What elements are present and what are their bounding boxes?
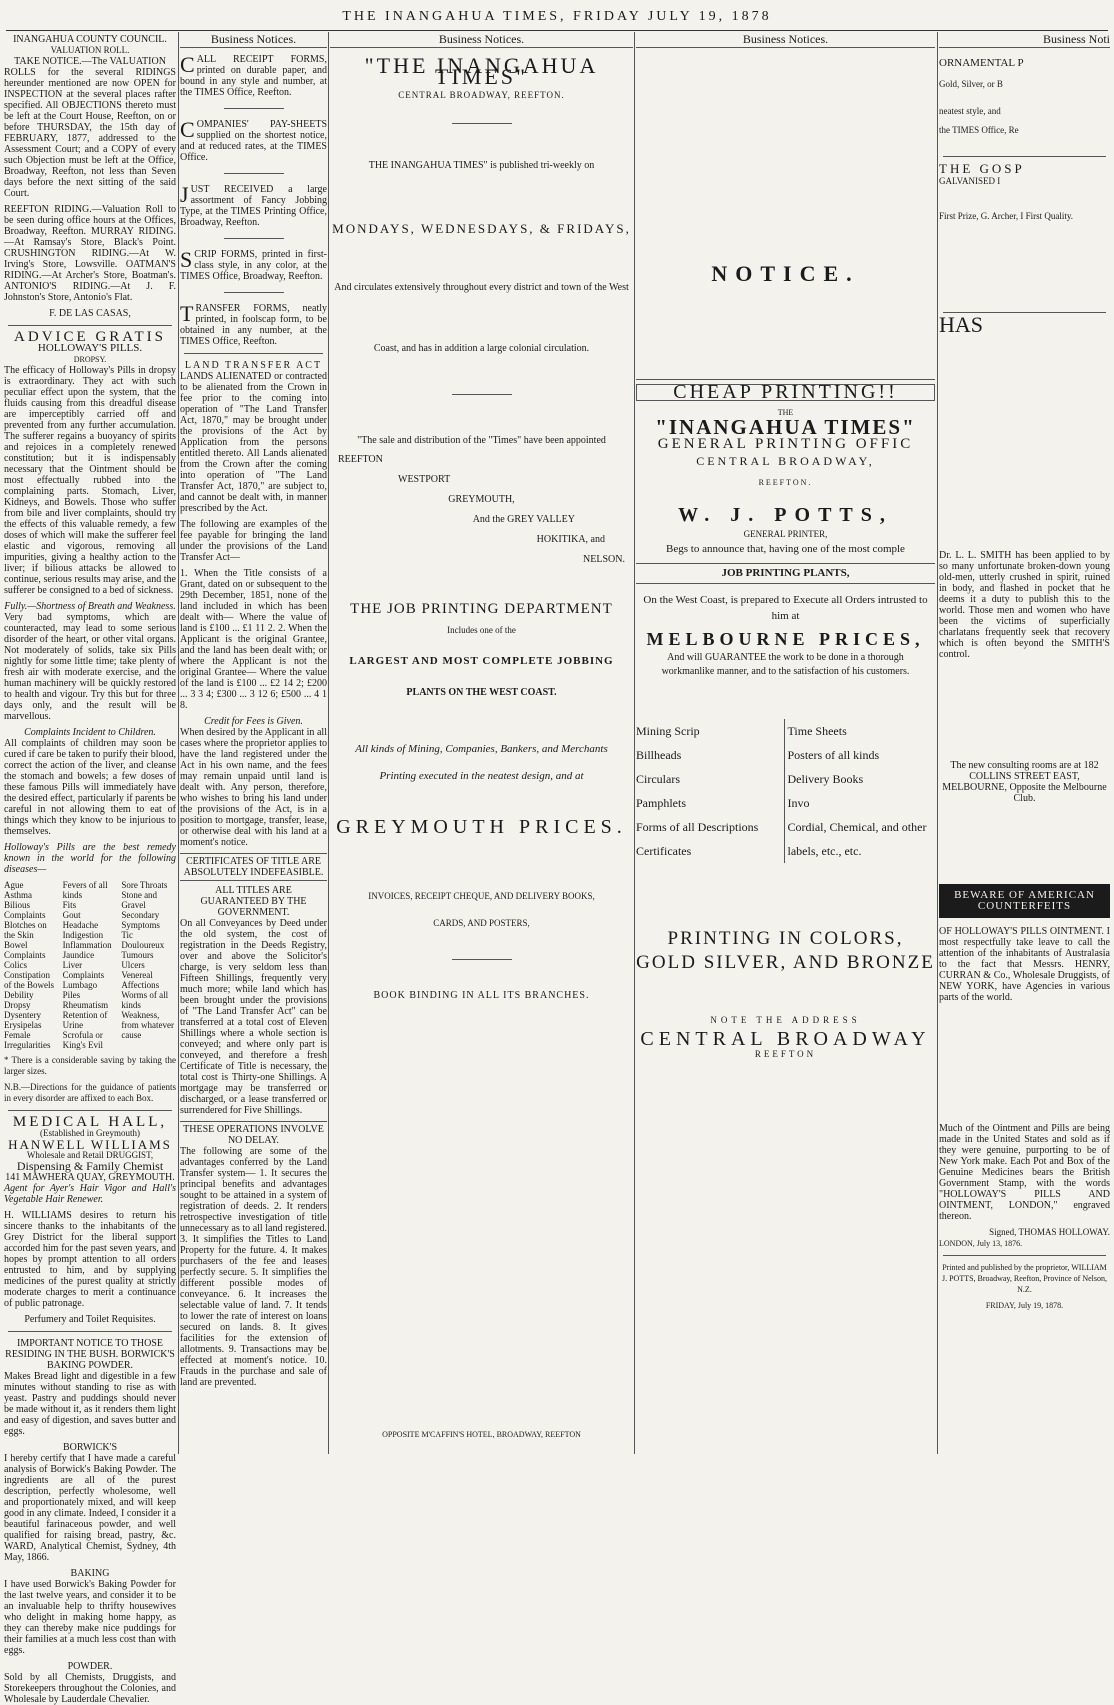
disease-item: Sore Throats [121,880,168,890]
established-note: (Established in Greymouth) [40,1128,140,1138]
agent-town: GREYMOUTH, [448,494,515,505]
all-kinds-line: All kinds of Mining, Companies, Bankers, and Merchants [355,743,608,755]
ridings-list: REEFTON RIDING.—Valuation Roll to be seen during office hours at the Offices, Broadway, Reefton. MURRAY RIDING.—At Ramsay's Store, Black's Point. CRUSHINGTON RIDING.—At W. Irving's Store, Lowsville. OATMAN'S RIDING.—At Archer's Store, Boatman's. ANTONIO'S RIDING.—At J. F. Johnston's Store, Antonio's Flat. [4,204,176,303]
certificates-heading: CERTIFICATES OF TITLE ARE ABSOLUTELY INDEFEASIBLE. [180,853,327,881]
column-divider [178,32,179,1454]
disease-item: Dropsy [4,1000,31,1010]
list-item: Billheads [636,748,682,762]
disease-item: Indigestion [62,930,104,940]
divider [452,394,512,395]
divider [224,108,284,109]
disease-item: Erysipelas [4,1020,42,1030]
published-line: THE INANGAHUA TIMES" is published tri-weekly on [368,160,595,171]
bookbinding-line: BOOK BINDING IN ALL ITS BRANCHES. [373,990,590,1001]
divider [8,1110,172,1111]
job-department-heading: THE JOB PRINTING DEPARTMENT [350,601,613,617]
disease-item: Lumbago [62,980,98,990]
galvanised-line: GALVANISED I [939,176,1001,186]
ointment-body: OF HOLLOWAY'S PILLS OINTMENT. I most respectfully take leave to call the attention of the inhabitants of Australasia to the fact that Messrs. HENRY, CURRAN & Co., Wholesale Druggists, of NEW YORK, have Agencies in various parts of the world. [939,926,1110,1003]
invoices-line: INVOICES, RECEIPT CHEQUE, AND DELIVERY BOOKS, [368,891,595,901]
list-item: Mining Scrip [636,724,700,738]
agent-town: And the GREY VALLEY [472,514,575,525]
plants-line: PLANTS ON THE WEST COAST. [406,687,557,698]
column-divider [634,32,635,1454]
advantages-list: The following are some of the advantages conferred by the Land Transfer system— 1. It secures the principal benefits and advantages sought to be attained in a system of registration of deeds. 2. It renders retrospective investigation of title unnecessary as to all land registered. 3. It simplifies the Titles to Land Property for the future. 4. It makes purchasers of the fee and leases perfectly secure. 5. It simplifies the different possible modes of conveyance. 6. It increases the selectable value of land. 7. It tends to lower the rate of interest on loans secured on lands. 8. It gives facilities for the extension of allotments. 9. Transactions may be effected at moment's notice. 10. Frauds in the purchase and sale of land are prevented. [180,1146,327,1388]
valuation-subheading: VALUATION ROLL. [50,45,130,55]
operations-heading: THESE OPERATIONS INVOLVE NO DELAY. [180,1121,327,1146]
important-body: Makes Bread light and digestible in a few minutes without standing to rise as with yeast. Pastry and puddings should never be made without it, as it renders them light and easy of digestion, and saves butter and eggs. [4,1371,176,1437]
fully-body: Very bad symptoms, which are counteracted, may lead to some serious disorder of the heart, or other vital organs. Not moderately of solids, take six Pills nightly for some little time; take plenty of fresh air with moderate exercise, and the human machinery will be quickly restored to health and vigour. Try this but for three days only, and the result will be marvellous. [4,612,176,722]
baking-heading: BAKING [70,1568,110,1579]
advice-heading: ADVICE GRATIS [14,329,166,345]
sold-line: Sold by all Chemists, Druggists, and Storekeepers throughout the Colonies, and Wholesale by Lauderdale Chevalier. [4,1672,176,1705]
divider [452,959,512,960]
counterfeits-body: Much of the Ointment and Pills are being made in the United States and sold as if they were genuine, purporting to be of New York make. Each Pot and Box of the Genuine Medicines bears the British Government Stamp, with the words "HOLLOWAY'S PILLS AND OINTMENT, LONDON," engraved thereon. [939,1123,1110,1222]
print-items-right [784,719,936,863]
office-heading: GENERAL PRINTING OFFIC [657,436,914,452]
land-body-examples: The following are examples of the fee payable for bringing the land under the provisions of the Land Transfer Act— [180,519,327,563]
printed-line: Printed and published by the proprietor, WILLIAM J. POTTS, Broadway, Reefton, Province of Nelson, N.Z. [941,1263,1107,1294]
agent-town: WESTPORT [398,474,451,485]
agent-town: HOKITIKA, and [536,534,605,545]
melbourne-prices: MELBOURNE PRICES, [646,629,925,649]
list-item: Posters of all kinds [787,748,880,762]
first-prize-line: First Prize, G. Archer, I First Quality. [939,211,1074,221]
neatest-line: Printing executed in the neatest design, and at [379,770,584,782]
divider [943,156,1106,157]
disease-item: Blotches on the Skin [4,920,47,940]
land-body: LANDS ALIENATED or contracted to be alienated from the Crown in fee prior to the coming into operation of "The Land Transfer Act, 1870," may be brought under the provisions of the Act by Application from the persons entitled thereto. All Lands alienated from the Crown after the coming into operation of "The Land Transfer Act, 1870," are subject to, and cannot be dealt with, in manner prescribed by the Act. [180,371,327,514]
largest-line: LARGEST AND MOST COMPLETE JOBBING [349,655,614,667]
business-notice: COMPANIES' PAY-SHEETS supplied on the shortest notice, and at reduced rates, at the TIMES Office. [180,117,327,163]
list-item: Forms of all Descriptions [636,820,759,834]
business-notice: SCRIP FORMS, printed in first-class style, in any color, at the TIMES Office, Broadway, Reefton. [180,247,327,282]
has-heading: HAS [939,312,984,337]
list-item: Pamphlets [636,796,686,810]
disease-list [4,880,176,1050]
disease-item: Tumours [121,950,154,960]
reefton-footer: REEFTON [754,1049,817,1059]
disease-item: Headache [62,920,99,930]
times-office-line: the TIMES Office, Re [939,125,1019,135]
children-body: All complaints of children may soon be cured if care be taken to purify their blood, correct the action of the liver, and cleanse the stomach and bowels; a few doses of these famous Pills will immediately have the desired effect, particularly if parents be careful in not allowing them to eat of things which they know to be injurious to themselves. [4,738,176,837]
column-5 [939,34,1110,1454]
dispensing-line: Dispensing & Family Chemist [16,1159,164,1173]
reefton-line: REEFTON. [758,478,813,487]
business-notice: TRANSFER FORMS, neatly printed, in foolscap form, to be obtained in any number, at the TIMES Office, Reefton. [180,301,327,347]
disease-item: Worms of all kinds [121,990,169,1010]
medical-hall-heading: MEDICAL HALL, [12,1114,168,1130]
disease-item: Debility [4,990,34,1000]
divider [8,325,172,326]
masthead-rule [6,30,1108,31]
gospel-heading: THE GOSP [939,161,1025,176]
disease-item: Asthma [4,890,32,900]
disease-item: Constipation of the Bowels [4,970,54,990]
central-broadway: CENTRAL BROADWAY [640,1028,931,1050]
williams-heading: HANWELL WILLIAMS [8,1137,172,1152]
column-divider [328,32,329,1454]
credit-heading: Credit for Fees is Given. [204,716,303,727]
disease-item: Ague [4,880,24,890]
publication-days: MONDAYS, WEDNESDAYS, & FRIDAYS, [332,221,631,236]
gold-line: Gold, Silver, or B [939,79,1003,89]
disease-item: Piles [62,990,81,1000]
opposite-line: OPPOSITE M'CAFFIN'S HOTEL, BROADWAY, REEFTON [382,1430,581,1439]
business-notice: JUST RECEIVED a large assortment of Fancy Jobbing Type, at the TIMES Printing Office, Broadway, Reefton. [180,182,327,228]
disease-item: Retention of Urine [62,1010,108,1030]
divider [8,1331,172,1332]
divider [636,563,935,564]
list-item: Invo [787,796,810,810]
begs-line: Begs to announce that, having one of the most comple [666,543,905,555]
times-title: "THE INANGAHUA TIMES" [364,53,599,89]
disease-item: Fits [62,900,77,910]
beware-banner: BEWARE OF AMERICAN COUNTERFEITS [939,884,1110,918]
guaranteed-heading: ALL TITLES ARE GUARANTEED BY THE GOVERNMENT. [200,885,307,918]
list-item: Certificates [636,844,692,858]
disease-item: Female Irregularities [4,1030,51,1050]
agent-line: Agent for Ayer's Hair Vigor and Hall's Vegetable Hair Renewer. [4,1183,176,1205]
directions-note: N.B.—Directions for the guidance of patients in every disorder are affixed to each Box. [4,1082,176,1103]
print-items-box [636,719,935,863]
divider [943,1255,1106,1256]
baking-body: I have used Borwick's Baking Powder for the last twelve years, and consider it to be an invaluable help to thrifty housewives who delight in making home happy, as they can thereby make nice puddings for their families at a much less cost than with eggs. [4,1579,176,1656]
signed-line: Signed, THOMAS HOLLOWAY. [989,1227,1110,1237]
cards-line: CARDS, AND POSTERS, [433,918,530,928]
children-heading: Complaints Incident to Children. [24,727,156,738]
perfumery-line: Perfumery and Toilet Requisites. [24,1314,156,1325]
coast-line: Coast, and has in addition a large colonial circulation. [373,343,590,354]
column-divider [937,32,938,1454]
divider [184,353,323,354]
greymouth-prices: GREYMOUTH PRICES. [336,816,627,838]
fees-table: 1. When the Title consists of a Grant, dated on or subsequent to the 29th December, 1851, none of the land included in which has been dealt with— Where the value of land is £100 ... £1 11 2. 2. When the Applicant is the original Grantee, and the land has been dealt with; or where the Applicant is not the original Grantee— Where the value of the land is £100 ... £2 14 2; £200 ... 3 3 4; £300 ... 3 12 6; £500 ... 4 1 8. [180,568,327,711]
divider [224,292,284,293]
important-heading: IMPORTANT NOTICE TO THOSE RESIDING IN THE BUSH. BORWICK'S BAKING POWDER. [5,1338,175,1371]
column-2 [180,34,327,1454]
printer-line: GENERAL PRINTER, [743,529,828,539]
williams-body: H. WILLIAMS desires to return his sincere thanks to the inhabitants of the Grey District for the liberal support accorded him for the past seven years, and hopes by prompt attention to all orders entrusted to him, and by supplying medicines of the purest quality at strictly moderate charges to merit a continuance of public patronage. [4,1210,176,1309]
powder-heading: POWDER. [67,1661,113,1672]
divider [452,123,512,124]
west-line: On the West Coast, is prepared to Execute all Orders intrusted to him at [643,594,928,622]
disease-item: Inflammation [62,940,112,950]
fully-heading: Fully.—Shortness of Breath and Weakness. [4,601,176,612]
disease-item: Rheumatism [62,1000,109,1010]
divider [636,379,935,380]
borwick-body: I hereby certify that I have made a careful analysis of Borwick's Baking Powder. The ingredients are all of the purest description, perfectly wholesome, well and proportionately mixed, and will keep good in any climate. Indeed, I consider it a beautiful farinaceous powder, and well qualified for raising bread, pastry, &c. WARD, Analytical Chemist, Sydney, 4th May, 1866. [4,1453,176,1563]
ornamental-heading: ORNAMENTAL P [939,57,1024,69]
saving-note: * There is a considerable saving by taking the larger sizes. [4,1055,176,1076]
divider [224,173,284,174]
agents-heading: "The sale and distribution of the "Times" have been appointed [357,435,606,446]
guarantee-line: And will GUARANTEE the work to be done in a thorough workmanlike manner, and to the satisfaction of his customers. [661,652,910,677]
holloway-heading: HOLLOWAY'S PILLS. [37,342,143,354]
list-item: Cordial, Chemical, and other labels, etc., etc. [787,820,927,858]
agents-list [338,450,625,570]
disease-item: Bowel Complaints [4,940,46,960]
note-address: NOTE THE ADDRESS [710,1015,861,1025]
disease-item: Bilious Complaints [4,900,46,920]
list-item: Time Sheets [787,724,847,738]
footer-date: FRIDAY, July 19, 1878. [985,1301,1064,1310]
disease-item: Jaundice [62,950,95,960]
smith-body: Dr. L. L. SMITH has been applied to by so many unfortunate broken-down young old-men, utterly crushed in spirit, ruined in body, and flashed in pocket that he deems it a duty to publish this to the world. Those men and women who have been the victims of superficially charlatans frequently seek that recovery which is often beyond the SMITH'S control. [939,550,1110,660]
disease-item: Stone and Gravel [121,890,158,910]
disease-item: Fevers of all kinds [62,880,108,900]
disease-item: Dysentery [4,1010,41,1020]
disease-item: Tic Douloureux [121,930,165,950]
disease-item: Ulcers [121,960,145,970]
divider [224,238,284,239]
times-address: CENTRAL BROADWAY, REEFTON. [398,90,565,100]
section-heading: Business Notices. [180,34,327,48]
circulates-line: And circulates extensively throughout every district and town of the West [334,282,629,293]
london-line: LONDON, July 13, 1876. [939,1239,1023,1248]
land-transfer-heading: LAND TRANSFER ACT [184,360,323,371]
print-items-left [636,719,784,863]
section-heading: Business Noti [939,34,1110,48]
cheap-printing-heading: CHEAP PRINTING!! [636,384,935,401]
notice-signature: F. DE LAS CASAS, [49,308,131,319]
notice-body: ROLLS for the several RIDINGS hereunder mentioned are now OPEN for INSPECTION at the several places rafter specified. All OBJECTIONS thereto must be left at the Court House, Reefton, on or before THURSDAY, the 15th day of FEBRUARY, 1877, addressed to the Assessment Court; and a COPY of every such Objection must be left at the Office, Broadway, Reefton, not less than Seven days before the next sitting of the said Court. [4,67,176,199]
includes-line: Includes one of the [447,625,516,635]
disease-item: Gout [62,910,81,920]
disease-item: Scrofula or King's Evil [62,1030,104,1050]
agent-town: REEFTON [338,454,383,465]
remedy-note: Holloway's Pills are the best remedy known in the world for the following diseases— [4,842,176,875]
page-masthead: THE INANGAHUA TIMES, FRIDAY JULY 19, 1878 [342,9,772,24]
plants-line: JOB PRINTING PLANTS, [721,567,850,579]
broadway-line: CENTRAL BROADWAY, [696,454,875,468]
times-heading: "INANGAHUA TIMES" [655,415,916,439]
list-item: Circulars [636,772,680,786]
section-heading: Business Notices. [636,34,935,48]
column-3 [330,34,633,1454]
guaranteed-body: On all Conveyances by Deed under the old system, the cost of registration in the Deeds Registry, over and above the Solicitor's charge, is very seldom less than Fifteen Shillings, frequently very much more; while land which has been brought under the provisions of "The Land Transfer Act" can be transferred at a total cost of Eleven Shillings where a whole section is conveyed; and where only part is conveyed, and therefore a fresh Certificate of Title is necessary, the total cost is Thirty-one Shillings. A mortgage may be transferred or discharged, or a lease transferred or surrendered for Five Shillings. [180,918,327,1116]
disease-item: Venereal Affections [121,970,160,990]
list-item: Delivery Books [787,772,864,786]
business-notice: CALL RECEIPT FORMS, printed on durable paper, and bound in any style and number, at the TIMES Office, Reefton. [180,52,327,98]
disease-item: Colics [4,960,28,970]
chemist-address: 141 MAWHERA QUAY, GREYMOUTH. [5,1172,175,1183]
colors-heading: PRINTING IN COLORS, GOLD SILVER, AND BRONZE [636,928,935,973]
consulting-line: The new consulting rooms are at 182 COLLINS STREET EAST, MELBOURNE, Opposite the Melbourne Club. [942,760,1107,804]
notice-heading: TAKE NOTICE.—The VALUATION [14,56,166,67]
agent-town: NELSON. [583,554,625,565]
column-1 [4,34,176,1705]
neatest-line: neatest style, and [939,106,1001,116]
divider [636,583,935,584]
masthead-bar [0,0,1114,30]
column-4 [636,34,935,1454]
disease-item: Secondary Symptoms [121,910,160,930]
wholesale-line: Wholesale and Retail DRUGGIST, [26,1150,154,1160]
dropsy-body: The efficacy of Holloway's Pills in dropsy is extraordinary. They act with such peculiar effect upon the system, that the fluids causing from this dreadful disease are imperceptibly carried off and prevented from any further accumulation. The sufferer regains a buoyancy of spirits and rejoices in a completely renewed constitution; but it is indispensably necessary that the Ointment should be most effectually rubbed into the complaining parts. Stomach, Liver, Kidneys, and Bowels. Those who suffer from bile and liver complaints, should try the effects of this valuable remedy, a few doses of which will make the sufferer feel elastic and vigorous, removing all impurities, giving a healthy action to the liver; if bilious attacks be allowed to continue, serious results may arise, and the sufferer be consigned to a bed of sickness. [4,365,176,596]
notice-heading: NOTICE. [711,261,860,286]
the-line: THE [777,408,794,417]
disease-item: Liver Complaints [62,960,105,980]
dropsy-heading: DROPSY. [73,355,107,364]
borwick-heading: BORWICK'S [62,1442,118,1453]
council-heading: INANGAHUA COUNTY COUNCIL. [13,34,167,45]
potts-heading: W. J. POTTS, [678,504,893,526]
disease-item: Weakness, from whatever cause [121,1010,175,1040]
section-heading: Business Notices. [330,34,633,48]
credit-body: When desired by the Applicant in all cases where the proprietor applies to have the land registered under the Act in his own name, and the fees may remain unpaid until land is dealt with. Any person, therefore, who wishes to bring his land under the provisions of the Act, is in a position to mortgage, transfer, lease, or otherwise deal with his land at a moment's notice. [180,727,327,848]
